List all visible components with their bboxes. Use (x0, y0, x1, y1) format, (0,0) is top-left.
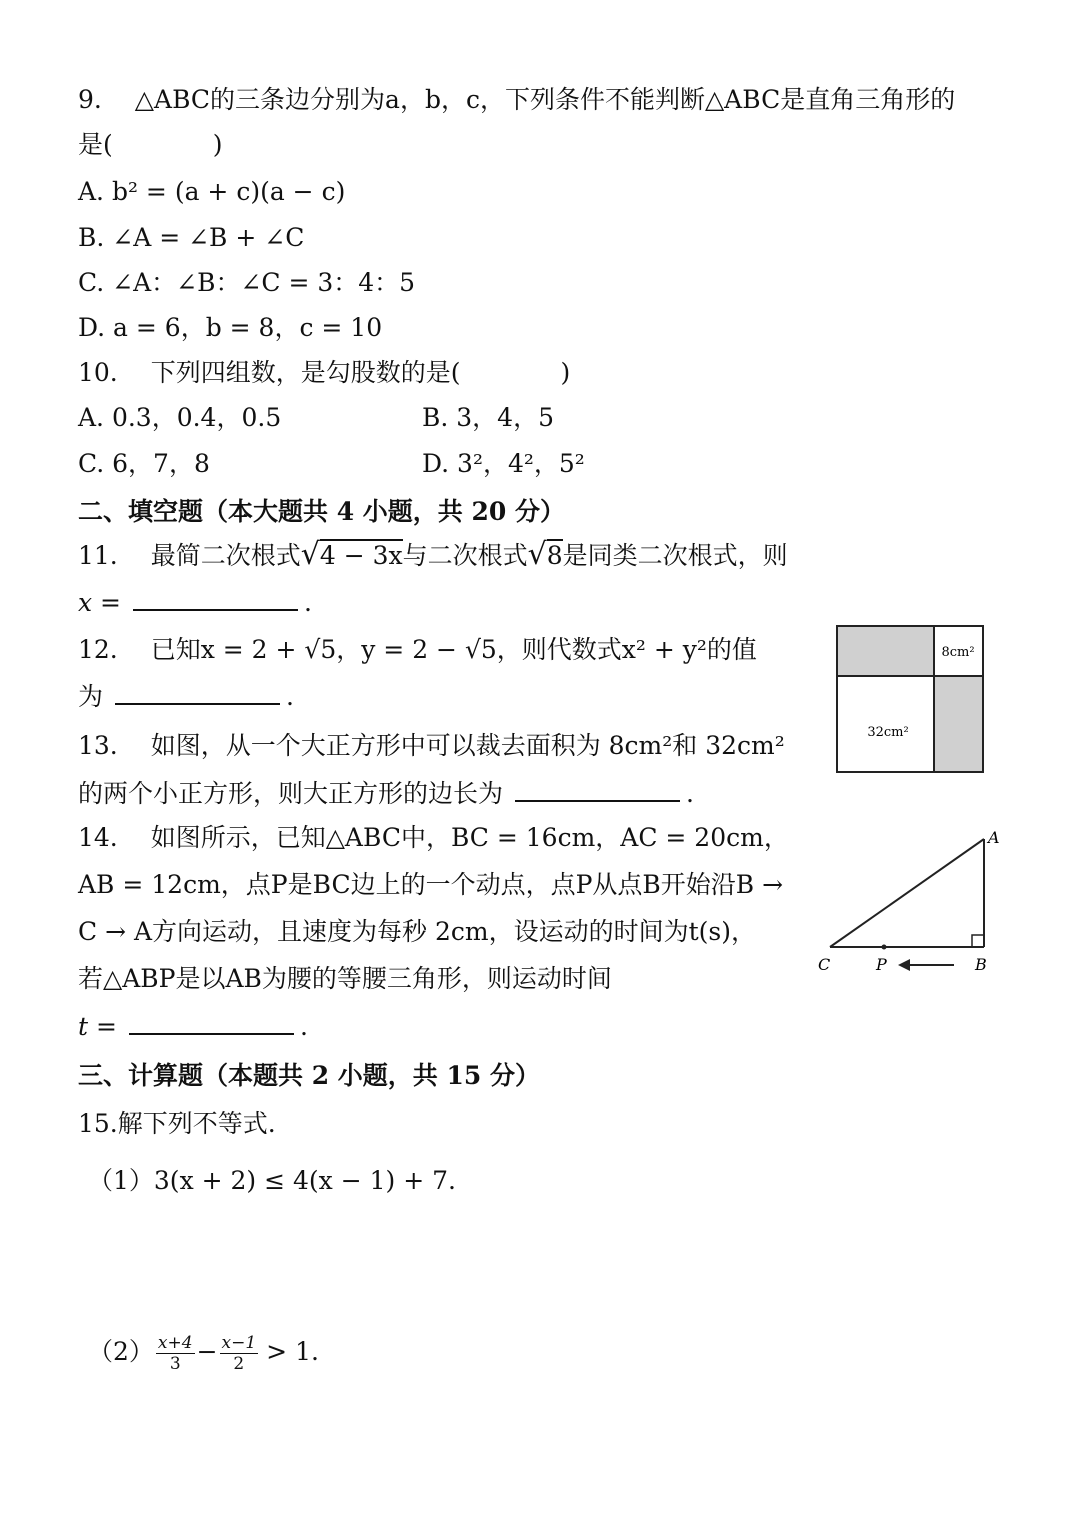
q11-text-c: 是同类二次根式，则 (562, 541, 788, 570)
q15-part1: （1）3(x + 2) ≤ 4(x − 1) + 7. (88, 1166, 456, 1195)
q9-option-b: B. ∠A = ∠B + ∠C (78, 223, 305, 252)
section2-heading: 二、填空题（本大题共 4 小题，共 20 分） (78, 497, 566, 526)
fraction-2 (220, 1333, 259, 1374)
shaded-strip-top (837, 626, 934, 676)
point-p (882, 945, 887, 950)
q15-stem: 15.解下列不等式. (78, 1109, 276, 1138)
q9-stem-line1: 9. △ABC的三条边分别为a，b，c，下列条件不能判断△ABC是直角三角形的 (78, 85, 956, 114)
q10-option-a: A. 0.3，0.4，0.5 (78, 403, 282, 432)
q14-line3: C → A方向运动，且速度为每秒 2cm，设运动的时间为t(s)， (78, 917, 756, 946)
side-ac (830, 839, 984, 947)
q9-stem-line2: 是( ) (78, 130, 223, 159)
q10-option-b: B. 3，4，5 (422, 403, 554, 432)
q11-radicand2: 8 (546, 541, 563, 570)
minus-sign: − (196, 1337, 218, 1366)
q14-var: t = (78, 1012, 117, 1041)
q12-word: 为 (78, 682, 104, 711)
q15-part2 (88, 1328, 319, 1376)
shaded-strip-right (934, 676, 983, 772)
q12-end: . (286, 682, 294, 711)
q14-line2: AB = 12cm，点P是BC边上的一个动点，点P从点B开始沿B → (78, 870, 784, 899)
fraction-1-denominator: 3 (169, 1354, 181, 1374)
answer-blank[interactable] (133, 587, 298, 611)
q9-option-a: A. b² = (a + c)(a − c) (78, 177, 346, 206)
q11-text-b: 与二次根式 (402, 541, 528, 570)
section3-heading: 三、计算题（本题共 2 小题，共 15 分） (78, 1061, 541, 1090)
q14-end: . (299, 1012, 308, 1041)
fraction-2-denominator: 2 (233, 1354, 245, 1374)
q11-text-a: 11. 最简二次根式 (78, 541, 301, 570)
q13-line1: 13. 如图，从一个大正方形中可以裁去面积为 8cm²和 32cm² (78, 731, 785, 760)
q10-stem: 10. 下列四组数，是勾股数的是( ) (78, 358, 571, 387)
q11-line2 (78, 585, 312, 621)
label-8cm2: 8cm² (941, 645, 975, 660)
q15-part2-tail: > 1. (266, 1337, 319, 1366)
fraction-1 (156, 1333, 195, 1374)
fraction-2-numerator: x−1 (221, 1333, 257, 1353)
answer-blank[interactable] (515, 778, 680, 802)
q14-line4: 若△ABP是以AB为腰的等腰三角形，则运动时间 (78, 964, 612, 993)
label-b: B (975, 955, 987, 974)
answer-blank[interactable] (129, 1011, 294, 1035)
q9-option-c: C. ∠A：∠B：∠C = 3：4：5 (78, 268, 416, 297)
q13-line2 (78, 776, 694, 812)
sqrt-sign: √ (527, 537, 547, 572)
label-p: P (876, 955, 887, 974)
q12-line1: 12. 已知x = 2 + √5，y = 2 − √5，则代数式x² + y²的值 (78, 635, 757, 664)
q13-figure (836, 625, 986, 775)
q9-option-d: D. a = 6，b = 8，c = 10 (78, 313, 383, 342)
q13-end: . (686, 779, 694, 808)
q10-option-d: D. 3²，4²，5² (422, 449, 585, 478)
q10-option-c: C. 6，7，8 (78, 449, 210, 478)
right-angle-mark (972, 935, 984, 947)
q13-text: 的两个小正方形，则大正方形的边长为 (78, 779, 504, 808)
q14-line1: 14. 如图所示，已知△ABC中，BC = 16cm，AC = 20cm， (78, 823, 789, 852)
q15-part2-label: （2） (88, 1337, 154, 1366)
q11-end: . (304, 588, 312, 617)
q11-line1 (78, 537, 788, 574)
fraction-1-numerator: x+4 (157, 1333, 193, 1353)
q14-figure (812, 825, 1002, 975)
label-32cm2: 32cm² (867, 725, 909, 740)
q14-line5 (78, 1009, 308, 1045)
q11-var: x = (78, 588, 121, 617)
q12-line2 (78, 679, 294, 715)
arrow-head (898, 959, 910, 971)
label-c: C (818, 955, 831, 974)
label-a: A (988, 828, 1000, 847)
sqrt-sign: √ (300, 537, 320, 572)
answer-blank[interactable] (115, 681, 280, 705)
q11-radicand1: 4 − 3x (319, 541, 403, 570)
